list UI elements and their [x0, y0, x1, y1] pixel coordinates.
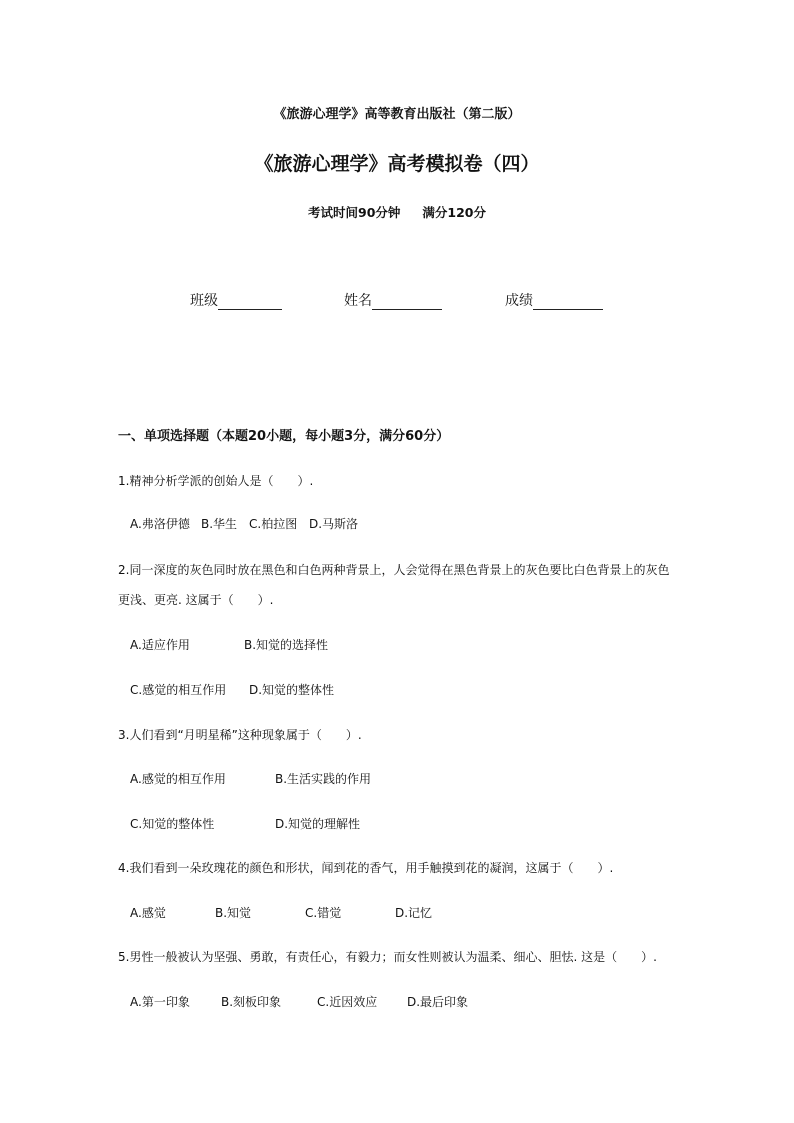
name-label: 姓名 [344, 293, 372, 309]
q2-option-b: B.知觉的选择性 [244, 638, 329, 652]
full-score: 满分120分 [422, 205, 486, 220]
question-1: 1.精神分析学派的创始人是（ ）. [118, 474, 314, 488]
exam-info [0, 203, 794, 221]
q5-option-c: C.近因效应 [317, 995, 378, 1009]
q5-option-a: A.第一印象 [130, 995, 190, 1009]
q4-option-b: B.知觉 [215, 906, 252, 920]
q5-option-d: D.最后印象 [407, 995, 469, 1009]
q4-option-a: A.感觉 [130, 906, 166, 920]
q2-option-a: A.适应作用 [130, 638, 190, 652]
score-blank[interactable] [533, 293, 603, 310]
class-blank[interactable] [218, 293, 282, 310]
exam-time: 考试时间90分钟 [308, 205, 401, 220]
score-field[interactable] [505, 290, 603, 310]
q3-option-c: C.知觉的整体性 [130, 817, 215, 831]
page-title: 《旅游心理学》高考模拟卷（四） [254, 153, 540, 175]
q1-option-c: C.柏拉图 [249, 517, 298, 531]
name-blank[interactable] [372, 293, 442, 310]
class-field[interactable] [190, 290, 282, 310]
q4-option-d: D.记忆 [395, 906, 433, 920]
question-3: 3.人们看到“月明星稀”这种现象属于（ ）. [118, 728, 362, 742]
q2-option-d: D.知觉的整体性 [249, 683, 335, 697]
q1-option-a: A.弗洛伊德 [130, 517, 190, 531]
section-heading: 一、单项选择题（本题20小题，每小题3分，满分60分） [118, 429, 450, 444]
publisher-subtitle: 《旅游心理学》高等教育出版社（第二版） [273, 107, 521, 122]
question-2-line-2: 更浅、更亮. 这属于（ ）. [118, 593, 274, 607]
q5-option-b: B.刻板印象 [221, 995, 282, 1009]
class-label: 班级 [190, 293, 218, 309]
q3-option-b: B.生活实践的作用 [275, 772, 372, 786]
name-field[interactable] [344, 290, 442, 310]
q4-option-c: C.错觉 [305, 906, 342, 920]
question-5: 5.男性一般被认为坚强、勇敢，有责任心，有毅力；而女性则被认为温柔、细心、胆怯. 这是（ ）. [118, 950, 657, 964]
q1-option-d: D.马斯洛 [309, 517, 359, 531]
q3-option-a: A.感觉的相互作用 [130, 772, 226, 786]
student-info-fields [0, 290, 794, 310]
q1-option-b: B.华生 [201, 517, 238, 531]
question-2-line-1: 2.同一深度的灰色同时放在黑色和白色两种背景上，人会觉得在黑色背景上的灰色要比白色背景上的灰色 [118, 563, 670, 577]
question-4: 4.我们看到一朵玫瑰花的颜色和形状，闻到花的香气，用手触摸到花的凝润，这属于（ ）. [118, 861, 614, 875]
score-label: 成绩 [505, 293, 533, 309]
q2-option-c: C.感觉的相互作用 [130, 683, 227, 697]
q3-option-d: D.知觉的理解性 [275, 817, 361, 831]
